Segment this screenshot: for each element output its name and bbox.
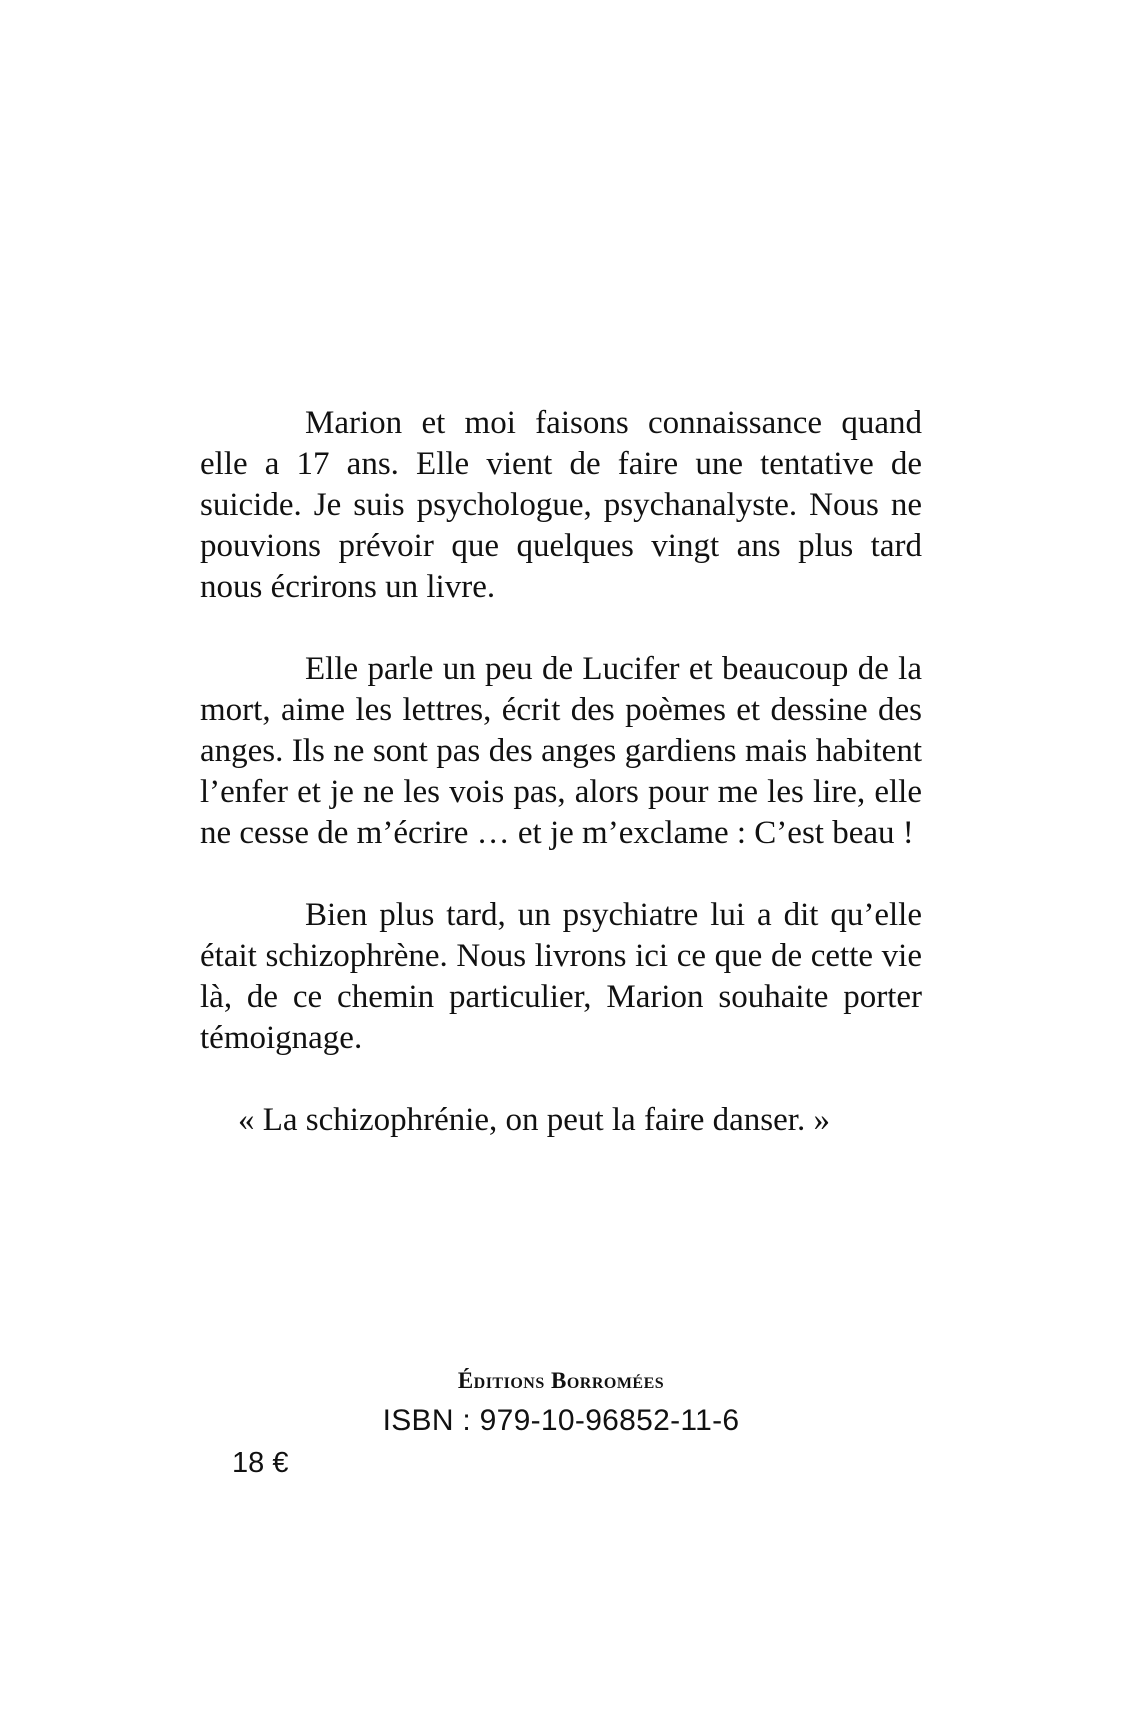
price-label: 18 € (232, 1447, 289, 1479)
publisher-name: Éditions Borromées (457, 1368, 665, 1393)
blurb-paragraph-3: Bien plus tard, un psychiatre lui a dit qu’elle était schizophrène. Nous livrons ici ce que de cette vie là, de ce chemin particulier, Marion souhaite porter témoignage. (200, 897, 922, 1056)
isbn-number: ISBN : 979-10-96852-11-6 (382, 1404, 740, 1437)
back-cover-blurb (200, 403, 922, 1141)
blurb-paragraph-1: Marion et moi faisons connaissance quand elle a 17 ans. Elle vient de faire une tentative de suicide. Je suis psychologue, psychanalyste. Nous ne pouvions prévoir que quelques vingt ans plus tard nous écrirons un livre. (200, 405, 922, 605)
blurb-paragraph-2: Elle parle un peu de Lucifer et beaucoup de la mort, aime les lettres, écrit des poèmes et dessine des anges. Ils ne sont pas des anges gardiens mais habitent l’enfer et je ne les vois pas, alors pour me les lire, elle ne cesse de m’écrire … et je m’exclame : C’est beau ! (200, 651, 922, 851)
blurb-quote: « La schizophrénie, on peut la faire danser. » (238, 1102, 830, 1138)
